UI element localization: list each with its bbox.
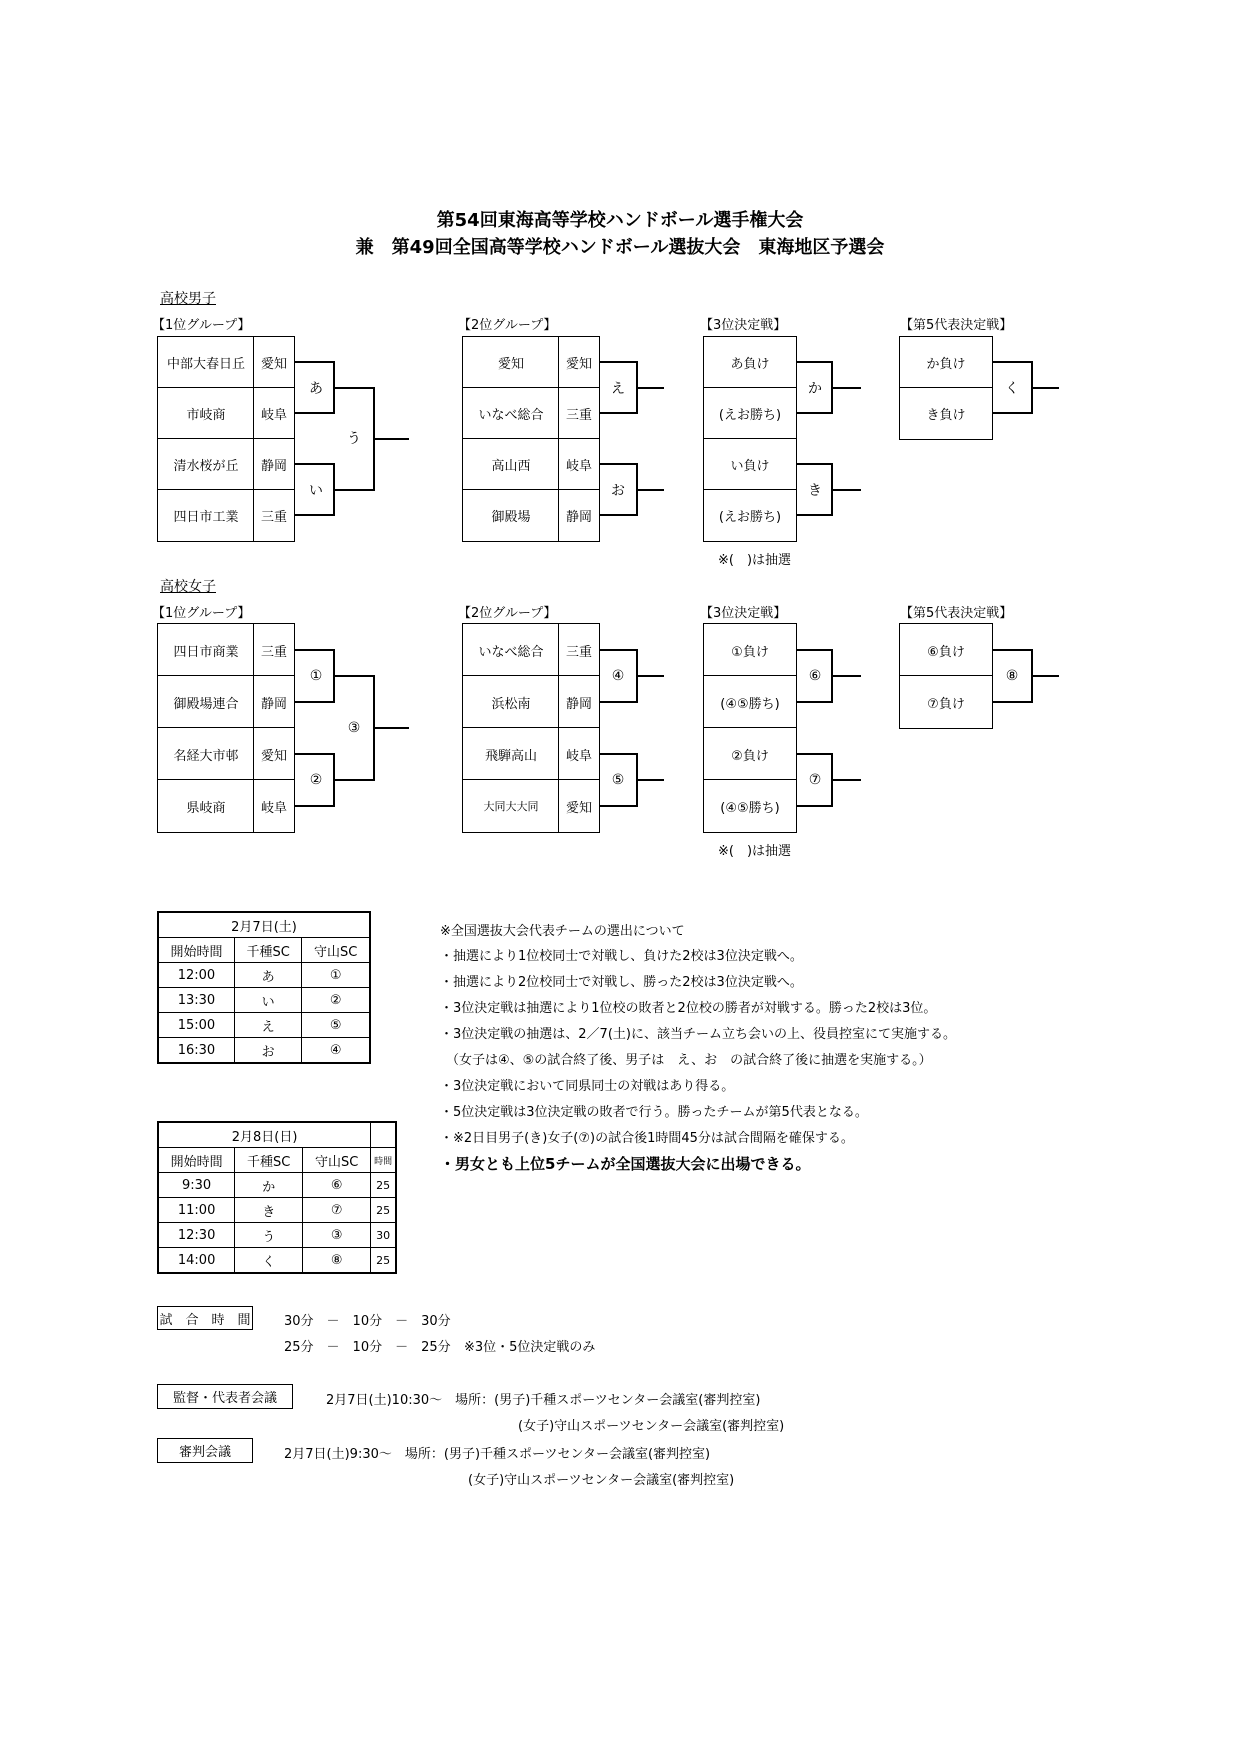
moriyama-match: ② (302, 988, 370, 1013)
start-time: 13:30 (158, 988, 234, 1013)
match-node: お (611, 483, 625, 499)
col-header: 守山SC (303, 1148, 371, 1173)
manager-meeting-label: 監督・代表者会議 (157, 1384, 293, 1409)
moriyama-match: ⑤ (302, 1013, 370, 1038)
schedule-day2-table (157, 1121, 397, 1274)
boys-group2-label: 【2位グループ】 (458, 318, 557, 333)
start-time: 9:30 (158, 1173, 235, 1198)
table-row (158, 1038, 370, 1064)
match-node: え (611, 381, 625, 397)
boys-third-label: 【3位決定戦】 (700, 318, 787, 333)
col-header: 開始時間 (158, 938, 234, 963)
schedule-date: 2月8日(日) (158, 1122, 371, 1148)
start-time: 12:30 (158, 1223, 235, 1248)
chikusa-match: あ (234, 963, 302, 988)
moriyama-match: ① (302, 963, 370, 988)
referee-meeting-label: 審判会議 (157, 1438, 253, 1463)
table-row (158, 988, 370, 1013)
match-node: う (347, 431, 361, 447)
team-name: 飛騨高山 (462, 727, 560, 781)
match-node: ⑦ (808, 772, 822, 788)
table-row (158, 1173, 396, 1198)
match-time-line-1: 30分 － 10分 － 30分 (284, 1314, 451, 1329)
team-pref: 愛知 (253, 336, 295, 389)
team-name: 名経大市邨 (157, 727, 255, 781)
team-pref: 三重 (558, 623, 600, 677)
table-row (158, 1248, 396, 1274)
chikusa-match: く (235, 1248, 303, 1274)
moriyama-match: ③ (303, 1223, 371, 1248)
match-duration: 25 (371, 1173, 396, 1198)
fifth-entry: き負け (899, 387, 993, 440)
match-time-label: 試 合 時 間 (157, 1306, 253, 1330)
third-entry: (えお勝ち) (703, 387, 797, 440)
match-node: ⑥ (808, 668, 822, 684)
team-pref: 岐阜 (253, 779, 295, 833)
match-node: き (808, 483, 822, 499)
referee-meeting-line-2: (女子)守山スポーツセンター会議室(審判控室) (468, 1473, 735, 1488)
chikusa-match: え (234, 1013, 302, 1038)
moriyama-match: ⑧ (303, 1248, 371, 1274)
third-entry: い負け (703, 438, 797, 491)
team-pref: 愛知 (558, 336, 600, 389)
match-node: あ (309, 381, 323, 397)
match-node: ⑤ (611, 772, 625, 788)
third-entry: ①負け (703, 623, 797, 677)
team-name: いなべ総合 (462, 387, 560, 440)
third-entry: (④⑤勝ち) (703, 675, 797, 729)
note-item: （女子は④、⑤の試合終了後、男子は え、お の試合終了後に抽選を実施する。） (446, 1053, 932, 1068)
match-duration: 30 (371, 1223, 396, 1248)
note-item: ・抽選により2位校同士で対戦し、勝った2校は3位決定戦へ。 (440, 975, 803, 990)
start-time: 15:00 (158, 1013, 234, 1038)
boys-group1-label: 【1位グループ】 (152, 318, 251, 333)
match-duration: 25 (371, 1198, 396, 1223)
match-duration: 25 (371, 1248, 396, 1274)
lottery-note: ※( )は抽選 (718, 553, 792, 568)
chikusa-match: う (235, 1223, 303, 1248)
fifth-entry: ⑥負け (899, 623, 993, 677)
team-name: 御殿場 (462, 489, 560, 542)
moriyama-match: ④ (302, 1038, 370, 1064)
note-item: ・3位決定戦の抽選は、2／7(土)に、該当チーム立ち会いの上、役員控室にて実施する。 (440, 1027, 956, 1042)
start-time: 12:00 (158, 963, 234, 988)
table-row (158, 1223, 396, 1248)
girls-fifth-label: 【第5代表決定戦】 (900, 606, 1013, 621)
team-name: 県岐商 (157, 779, 255, 833)
girls-section-label: 高校女子 (160, 579, 216, 595)
third-entry: ②負け (703, 727, 797, 781)
chikusa-match: か (235, 1173, 303, 1198)
team-pref: 静岡 (558, 675, 600, 729)
team-name: 大同大大同 (462, 779, 560, 833)
boys-section-label: 高校男子 (160, 291, 216, 307)
third-entry: あ負け (703, 336, 797, 389)
chikusa-match: き (235, 1198, 303, 1223)
team-name: 中部大春日丘 (157, 336, 255, 389)
table-row (158, 1198, 396, 1223)
table-row (158, 963, 370, 988)
lottery-note: ※( )は抽選 (718, 844, 792, 859)
start-time: 11:00 (158, 1198, 235, 1223)
team-name: 高山西 (462, 438, 560, 491)
girls-third-label: 【3位決定戦】 (700, 606, 787, 621)
manager-meeting-line-1: 2月7日(土)10:30～ 場所：(男子)千種スポーツセンター会議室(審判控室) (326, 1393, 761, 1408)
manager-meeting-line-2: (女子)守山スポーツセンター会議室(審判控室) (518, 1419, 785, 1434)
team-name: いなべ総合 (462, 623, 560, 677)
chikusa-match: お (234, 1038, 302, 1064)
girls-group2-label: 【2位グループ】 (458, 606, 557, 621)
match-node: い (309, 483, 323, 499)
team-pref: 三重 (253, 489, 295, 542)
col-header: 千種SC (235, 1148, 303, 1173)
schedule-day1-table (157, 911, 371, 1064)
match-node: ⑧ (1005, 668, 1019, 684)
title-line-1: 第54回東海高等学校ハンドボール選手権大会 (436, 210, 804, 231)
table-row (158, 1013, 370, 1038)
team-pref: 静岡 (253, 675, 295, 729)
col-header: 守山SC (302, 938, 370, 963)
col-header: 開始時間 (158, 1148, 235, 1173)
match-node: ② (309, 772, 323, 788)
team-name: 愛知 (462, 336, 560, 389)
third-entry: (えお勝ち) (703, 489, 797, 542)
team-name: 清水桜が丘 (157, 438, 255, 491)
note-item: ・3位決定戦において同県同士の対戦はあり得る。 (440, 1079, 735, 1094)
fifth-entry: か負け (899, 336, 993, 389)
team-pref: 岐阜 (558, 438, 600, 491)
match-node: ① (309, 668, 323, 684)
team-pref: 静岡 (558, 489, 600, 542)
moriyama-match: ⑦ (303, 1198, 371, 1223)
team-pref: 愛知 (558, 779, 600, 833)
schedule-date: 2月7日(土) (158, 912, 370, 938)
col-header: 時間 (371, 1148, 396, 1173)
team-pref: 三重 (253, 623, 295, 677)
note-emphasis: ・男女とも上位5チームが全国選抜大会に出場できる。 (440, 1155, 811, 1173)
team-pref: 岐阜 (558, 727, 600, 781)
notes-heading: ※全国選抜大会代表チームの選出について (440, 924, 685, 939)
match-node: く (1005, 381, 1019, 397)
match-node: ③ (347, 720, 361, 736)
col-header: 千種SC (234, 938, 302, 963)
team-pref: 三重 (558, 387, 600, 440)
team-pref: 静岡 (253, 438, 295, 491)
match-time-note: ※3位・5位決定戦のみ (464, 1340, 596, 1355)
referee-meeting-line-1: 2月7日(土)9:30～ 場所：(男子)千種スポーツセンター会議室(審判控室) (284, 1447, 711, 1462)
note-item: ・5位決定戦は3位決定戦の敗者で行う。勝ったチームが第5代表となる。 (440, 1105, 868, 1120)
title-line-2: 兼 第49回全国高等学校ハンドボール選抜大会 東海地区予選会 (355, 237, 885, 258)
fifth-entry: ⑦負け (899, 675, 993, 729)
moriyama-match: ⑥ (303, 1173, 371, 1198)
note-item: ・抽選により1位校同士で対戦し、負けた2校は3位決定戦へ。 (440, 949, 803, 964)
note-item: ・3位決定戦は抽選により1位校の敗者と2位校の勝者が対戦する。勝った2校は3位。 (440, 1001, 937, 1016)
note-item: ・※2日目男子(き)女子(⑦)の試合後1時間45分は試合間隔を確保する。 (440, 1131, 854, 1146)
team-name: 市岐商 (157, 387, 255, 440)
match-node: ④ (611, 668, 625, 684)
team-name: 四日市工業 (157, 489, 255, 542)
team-name: 浜松南 (462, 675, 560, 729)
team-pref: 岐阜 (253, 387, 295, 440)
team-pref: 愛知 (253, 727, 295, 781)
team-name: 四日市商業 (157, 623, 255, 677)
girls-group1-label: 【1位グループ】 (152, 606, 251, 621)
match-node: か (808, 381, 822, 397)
third-entry: (④⑤勝ち) (703, 779, 797, 833)
chikusa-match: い (234, 988, 302, 1013)
start-time: 16:30 (158, 1038, 234, 1064)
boys-fifth-label: 【第5代表決定戦】 (900, 318, 1013, 333)
match-time-line-2: 25分 － 10分 － 25分 (284, 1340, 451, 1355)
start-time: 14:00 (158, 1248, 235, 1274)
team-name: 御殿場連合 (157, 675, 255, 729)
